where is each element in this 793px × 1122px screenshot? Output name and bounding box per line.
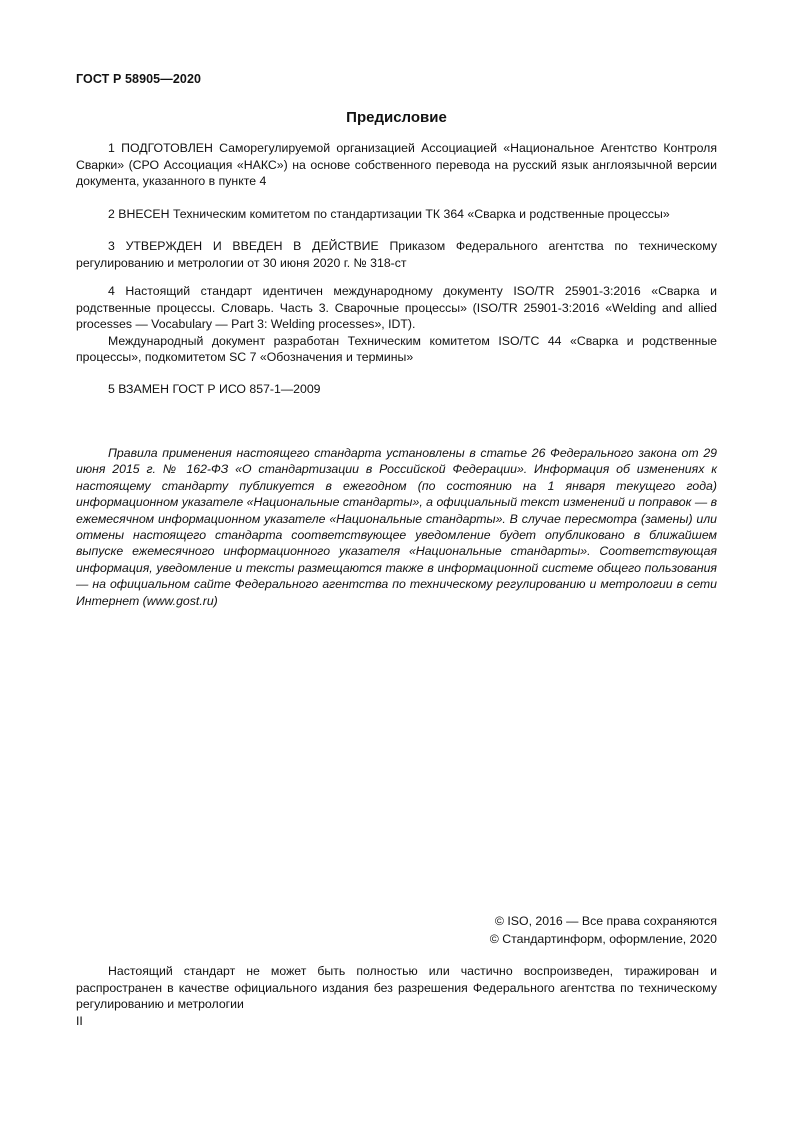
- item-5-section: [76, 381, 717, 398]
- item-5-number: 5: [108, 382, 115, 396]
- item-1-keyword: ПОДГОТОВЛЕН: [121, 141, 213, 155]
- item-4-text: Настоящий стандарт идентичен международному документу ISO/TR 25901-3:2016 «Сварка и родственные процессы. Словарь. Часть 3. Сварочные процессы» (ISO/TR 25901-3:2016 «Welding and allied processes — Vocabulary — Part 3: Welding processes», IDT).: [76, 284, 717, 332]
- document-code: ГОСТ Р 58905—2020: [76, 72, 202, 86]
- item-2-keyword: ВНЕСЕН: [118, 207, 170, 221]
- item-5-paragraph: [76, 381, 717, 398]
- item-4-section: [76, 283, 717, 366]
- copyright-standartinform: © Стандартинформ, оформление, 2020: [489, 931, 717, 946]
- item-2-section: [76, 206, 717, 223]
- item-2-paragraph: [76, 206, 717, 223]
- item-4-number: 4: [108, 284, 115, 298]
- page-title: Предисловие: [346, 109, 447, 126]
- item-3-paragraph: [76, 238, 717, 271]
- item-3-text: Приказом Федерального агентства по техническому регулированию и метрологии от 30 июня 2020 г. № 318-ст: [76, 239, 717, 270]
- item-1-section: [76, 140, 717, 190]
- item-4-note: Международный документ разработан Техническим комитетом ISO/TC 44 «Сварка и родственные процессы», подкомитетом SC 7 «Обозначения и термины»: [76, 333, 717, 365]
- copyright-iso: © ISO, 2016 — Все права сохраняются: [494, 914, 717, 928]
- item-5-keyword: ВЗАМЕН: [118, 382, 170, 396]
- item-5-text: ГОСТ Р ИСО 857-1—2009: [172, 382, 321, 396]
- item-4-paragraph: [76, 283, 717, 333]
- reproduction-notice: Настоящий стандарт не может быть полностью или частично воспроизведен, тиражирован и распространен в качестве официального издания без разрешения Федерального агентства по техническому регулированию и метрологии: [76, 964, 717, 1012]
- copyright-block: [490, 913, 717, 948]
- item-1-number: 1: [108, 141, 115, 155]
- item-2-text: Техническим комитетом по стандартизации ТК 364 «Сварка и родственные процессы»: [172, 207, 670, 221]
- application-rules-notice: Правила применения настоящего стандарта установлены в статье 26 Федерального закона от 29 июня 2015 г. № 162-ФЗ «О стандартизации в Российской Федерации». Информация об изменениях к настоящему стандарту публикуется в ежегодном (по состоянию на 1 января текущего года) информационном указателе «Национальные стандарты», а официальный текст изменений и поправок — в ежемесячном информационном указателе «Национальные стандарты». В случае пересмотра (замены) или отмены настоящего стандарта соответствующее уведомление будет опубликовано в ближайшем выпуске ежемесячного информационного указателя «Национальные стандарты». Соответствующая информация, уведомление и тексты размещаются также в информационной системе общего пользования — на официальном сайте Федерального агентства по техническому регулированию и метрологии в сети Интернет (www.gost.ru): [76, 446, 717, 608]
- page-number: II: [76, 1014, 83, 1028]
- item-3-number: 3: [108, 239, 115, 253]
- item-3-keyword: УТВЕРЖДЕН И ВВЕДЕН В ДЕЙСТВИЕ: [125, 239, 379, 253]
- item-1-text: Саморегулируемой организацией Ассоциацией «Национальное Агентство Контроля Сварки» (СРО Ассоциация «НАКС») на основе собственного перевода на русский язык англоязычной версии документа, указанного в пункте 4: [76, 141, 718, 189]
- item-3-section: [76, 238, 717, 271]
- item-2-number: 2: [108, 207, 115, 221]
- item-1-paragraph: [76, 140, 717, 190]
